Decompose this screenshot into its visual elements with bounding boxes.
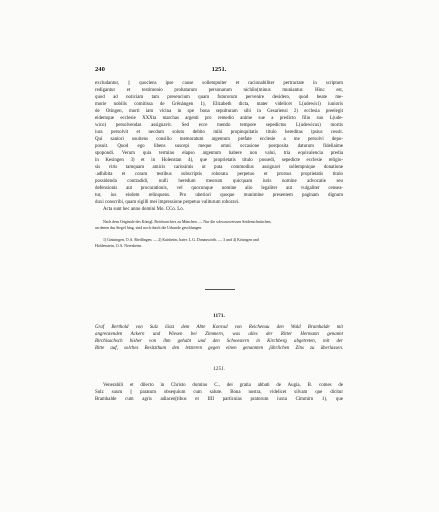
section-divider [205,289,235,290]
text-line: Qui saniori usuitens consilio memoratum argentum prefate ecclesie a me persolvi depo- [95,137,343,142]
text-line: iura persolvit et necdum soluto debito mihi propinquitatis titulo hereditas ipsius cessit. [95,130,343,135]
text-line: posuit. Quod ego libens suscepi meque omni occasione postposita daturum fideliaime [95,144,343,149]
text-line: wico) persolvendas assignavit. Sed ecce mendo tempore sepedictus L(udewicus) mortis [95,123,343,128]
text-line: de Otingen, morti iam vicina in spe bona sepulturam sibi in Gesariensi 2) ecclesia preelegit [95,109,343,114]
regest-line: angrenzenden Äckern und Wiesen bei Zimmern, was alles der Ritter Hermann genannt [95,332,343,337]
text-line: tur, ius eisdem relinquens. Pro uberiori quoque munimine presentem paginam dignum [95,193,343,198]
text-line: sis viris tamquam amicis carissimis ut puta commodius assignavi sollempnique donatione [95,165,343,170]
source-note [95,219,343,231]
running-header [95,66,343,75]
text-line: defensionis aut procurationis, vel quocunque nomine alio legaliter aut vulgaliter censea- [95,186,343,191]
regest-line: Graf Berthold von Sulz lässt dem Abte Konrad von Reichenau den Wald Bramhalde mit [95,325,343,330]
regest-line: Birchisachsch bisher von ihm gehabt und den Schwestern in Kirchberg abgetreten, mit der [95,339,343,344]
text-line: Acta sunt hec anno domini Mo. CCo. Lo. [103,207,184,212]
text-line: Venerabili et dilecto in Christo domino C., dei gratia abbati de Augia, B. comes de [103,383,343,388]
text-line: in Kesingen 3) et in Holenstan 4), que proprietatis titulo possedi, sepedicte ecclesie religio- [95,158,343,163]
charter-number: 1171. [213,313,225,319]
text-line: redigantur et testimonio probatarum personarum nichilo(minus muniantur. Hinc est, [95,88,343,93]
footnote-line: Hohlenstein, O.A. Neresheim. [95,244,143,248]
text-line: Sulz suum || paratum obsequium cum salute. Bona nostra, videlicet silvam que dicitur [95,390,343,395]
source-note-line: Nach dem Originale des Königl. Reichsarchivs zu München. — Nur die schwarzweissen Seidenschnürchen, [103,220,272,224]
text-line: eidemque ecclesie XXXta marchas argenti pro remedio anime sue a predicto filio suo L(ude- [95,116,343,121]
charter-body-text [95,80,343,213]
text-line: excludantur, || quociens ipse cause sollempniter et racionabiliter pertractate in scriptum [95,81,343,86]
text-line: spopondi. Verum quia termino elapso argentum habere non valui, tria equivalencia predia [95,151,343,156]
page-number: 240 [95,66,105,73]
charter-regest [95,324,343,352]
regest-line: Bitte auf, solches Besitzthum den letzteren gegen einen genannten jährlichen Zins zu überlassen. [95,346,343,351]
text-line: ·adhibita et coram testibus subscriptis roborata perpetuo et prorsus proprietatis titulo [95,172,343,177]
footnote-line: 1) Grüningen, O.A. Riedlingen. — 2) Kaisheim, baier. L.G. Donauwörth. — 3 und 4) Kösingen und [103,238,259,242]
text-line: possidenda contradidi, nulli heredum meorum quicquam iuris nomine advocatie seu [95,179,343,184]
text-line: quod ad noticiam tam presencium quam futurorum pervenire desidero, quod beate me- [95,95,343,100]
header-year: 1251. [211,66,227,73]
charter-text [95,382,343,403]
text-line: morie nobilis comitissa de Grênàngen 1), Elizabeth dicta, mater videlicet L(udewici) iunioris [95,102,343,107]
text-line: Bramhalde cum agris adiacen[tibus et IIII particulas pratorum iuxta Cimmirn 1), que [95,397,343,402]
footnotes [95,237,343,249]
source-note-line: an denen das Siegel hing, sind noch durch die Urkunde geschlungen. [95,226,203,230]
text-line: duxi conscribi, quam sigilli mei impressione perpetuo valiturum roboravi. [95,200,240,205]
charter-year: 1251. [213,366,225,372]
